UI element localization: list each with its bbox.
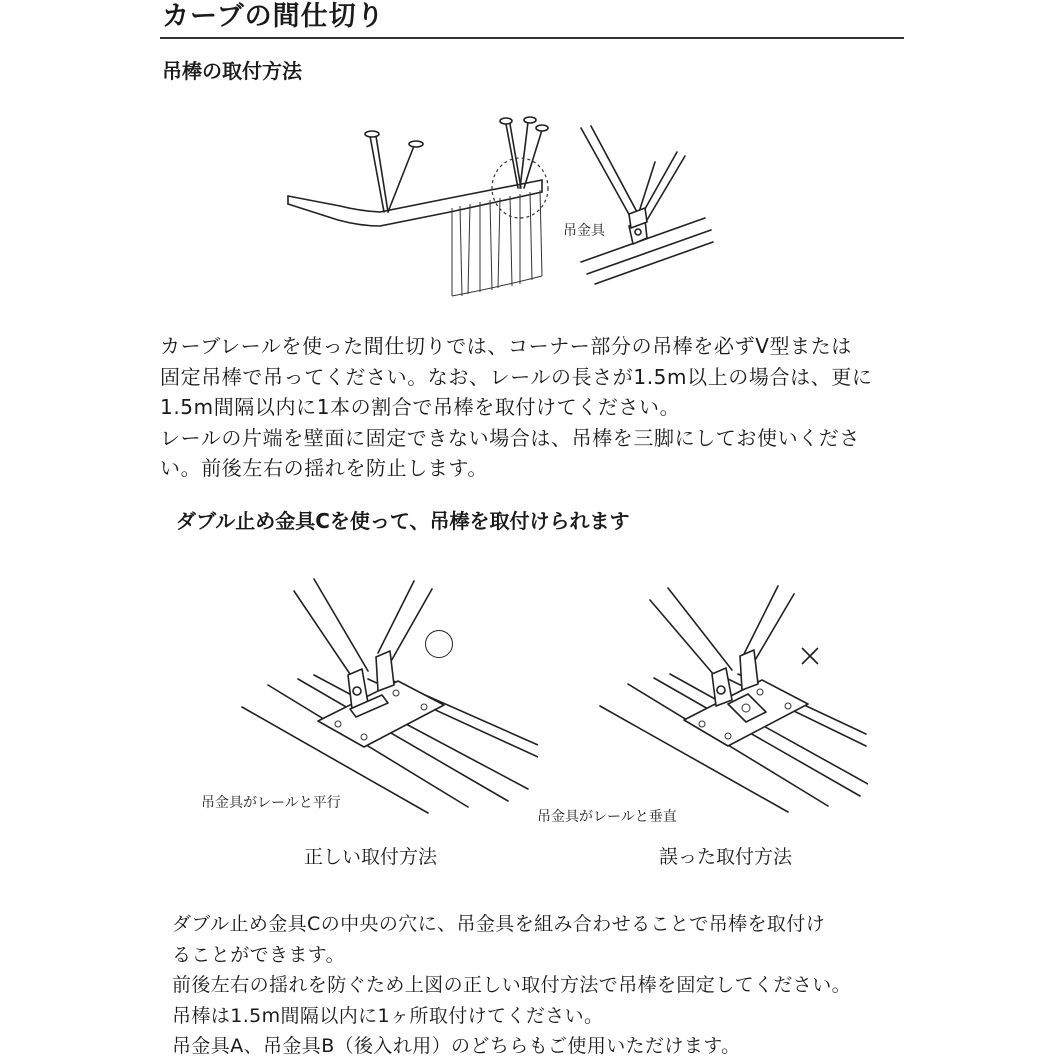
paragraph-line: ダブル止め金具Cの中央の穴に、吊金具を組み合わせることで吊棒を取付け: [172, 913, 826, 935]
paragraph-line: レールの片端を壁面に固定できない場合は、吊棒を三脚にしてお使いくださ: [160, 425, 860, 450]
paragraph-line: 1.5m間隔以内に1本の割合で吊棒を取付けてください。: [160, 395, 681, 419]
section-heading-double-bracket: ダブル止め金具Cを使って、吊棒を取付けられます: [176, 509, 630, 533]
correct-circle-icon: [425, 630, 453, 658]
paragraph-line: 吊棒は1.5m間隔以内に1ヶ所取付けてください。: [172, 1004, 604, 1027]
wrong-method-caption: 誤った取付方法: [659, 846, 793, 868]
paragraph-line: い。前後左右の揺れを防止します。: [160, 456, 488, 480]
paragraph-line: 固定吊棒で吊ってください。なお、レールの長さが1.5m以上の場合は、更に: [160, 364, 873, 389]
paragraph-line: カーブレールを使った間仕切りでは、コーナー部分の吊棒を必ずV型または: [160, 334, 852, 358]
paragraph-line: ることができます。: [172, 943, 346, 966]
wrong-cross-icon: [800, 646, 820, 666]
curved-rail-illustration: [280, 108, 580, 303]
correct-method-caption: 正しい取付方法: [304, 846, 438, 868]
paragraph-line: 吊金具A、吊金具B（後入れ用）のどちらもご使用いただけます。: [172, 1035, 741, 1057]
wrong-method-illustration: [598, 578, 868, 813]
correct-method-illustration: [238, 575, 538, 815]
section-heading-hanging-rod: 吊棒の取付方法: [162, 59, 302, 83]
title-divider: [160, 37, 904, 39]
hanger-label: 吊金具: [561, 220, 607, 240]
wrong-hanger-label: 吊金具がレールと垂直: [535, 806, 679, 826]
section1-paragraph: [160, 331, 873, 484]
section2-paragraph: [172, 909, 851, 1062]
correct-hanger-label: 吊金具がレールと平行: [199, 792, 343, 812]
paragraph-line: 前後左右の揺れを防ぐため上図の正しい取付方法で吊棒を固定してください。: [172, 974, 852, 996]
page-title: カーブの間仕切り: [162, 1, 385, 32]
hanger-detail-illustration: [575, 122, 715, 297]
